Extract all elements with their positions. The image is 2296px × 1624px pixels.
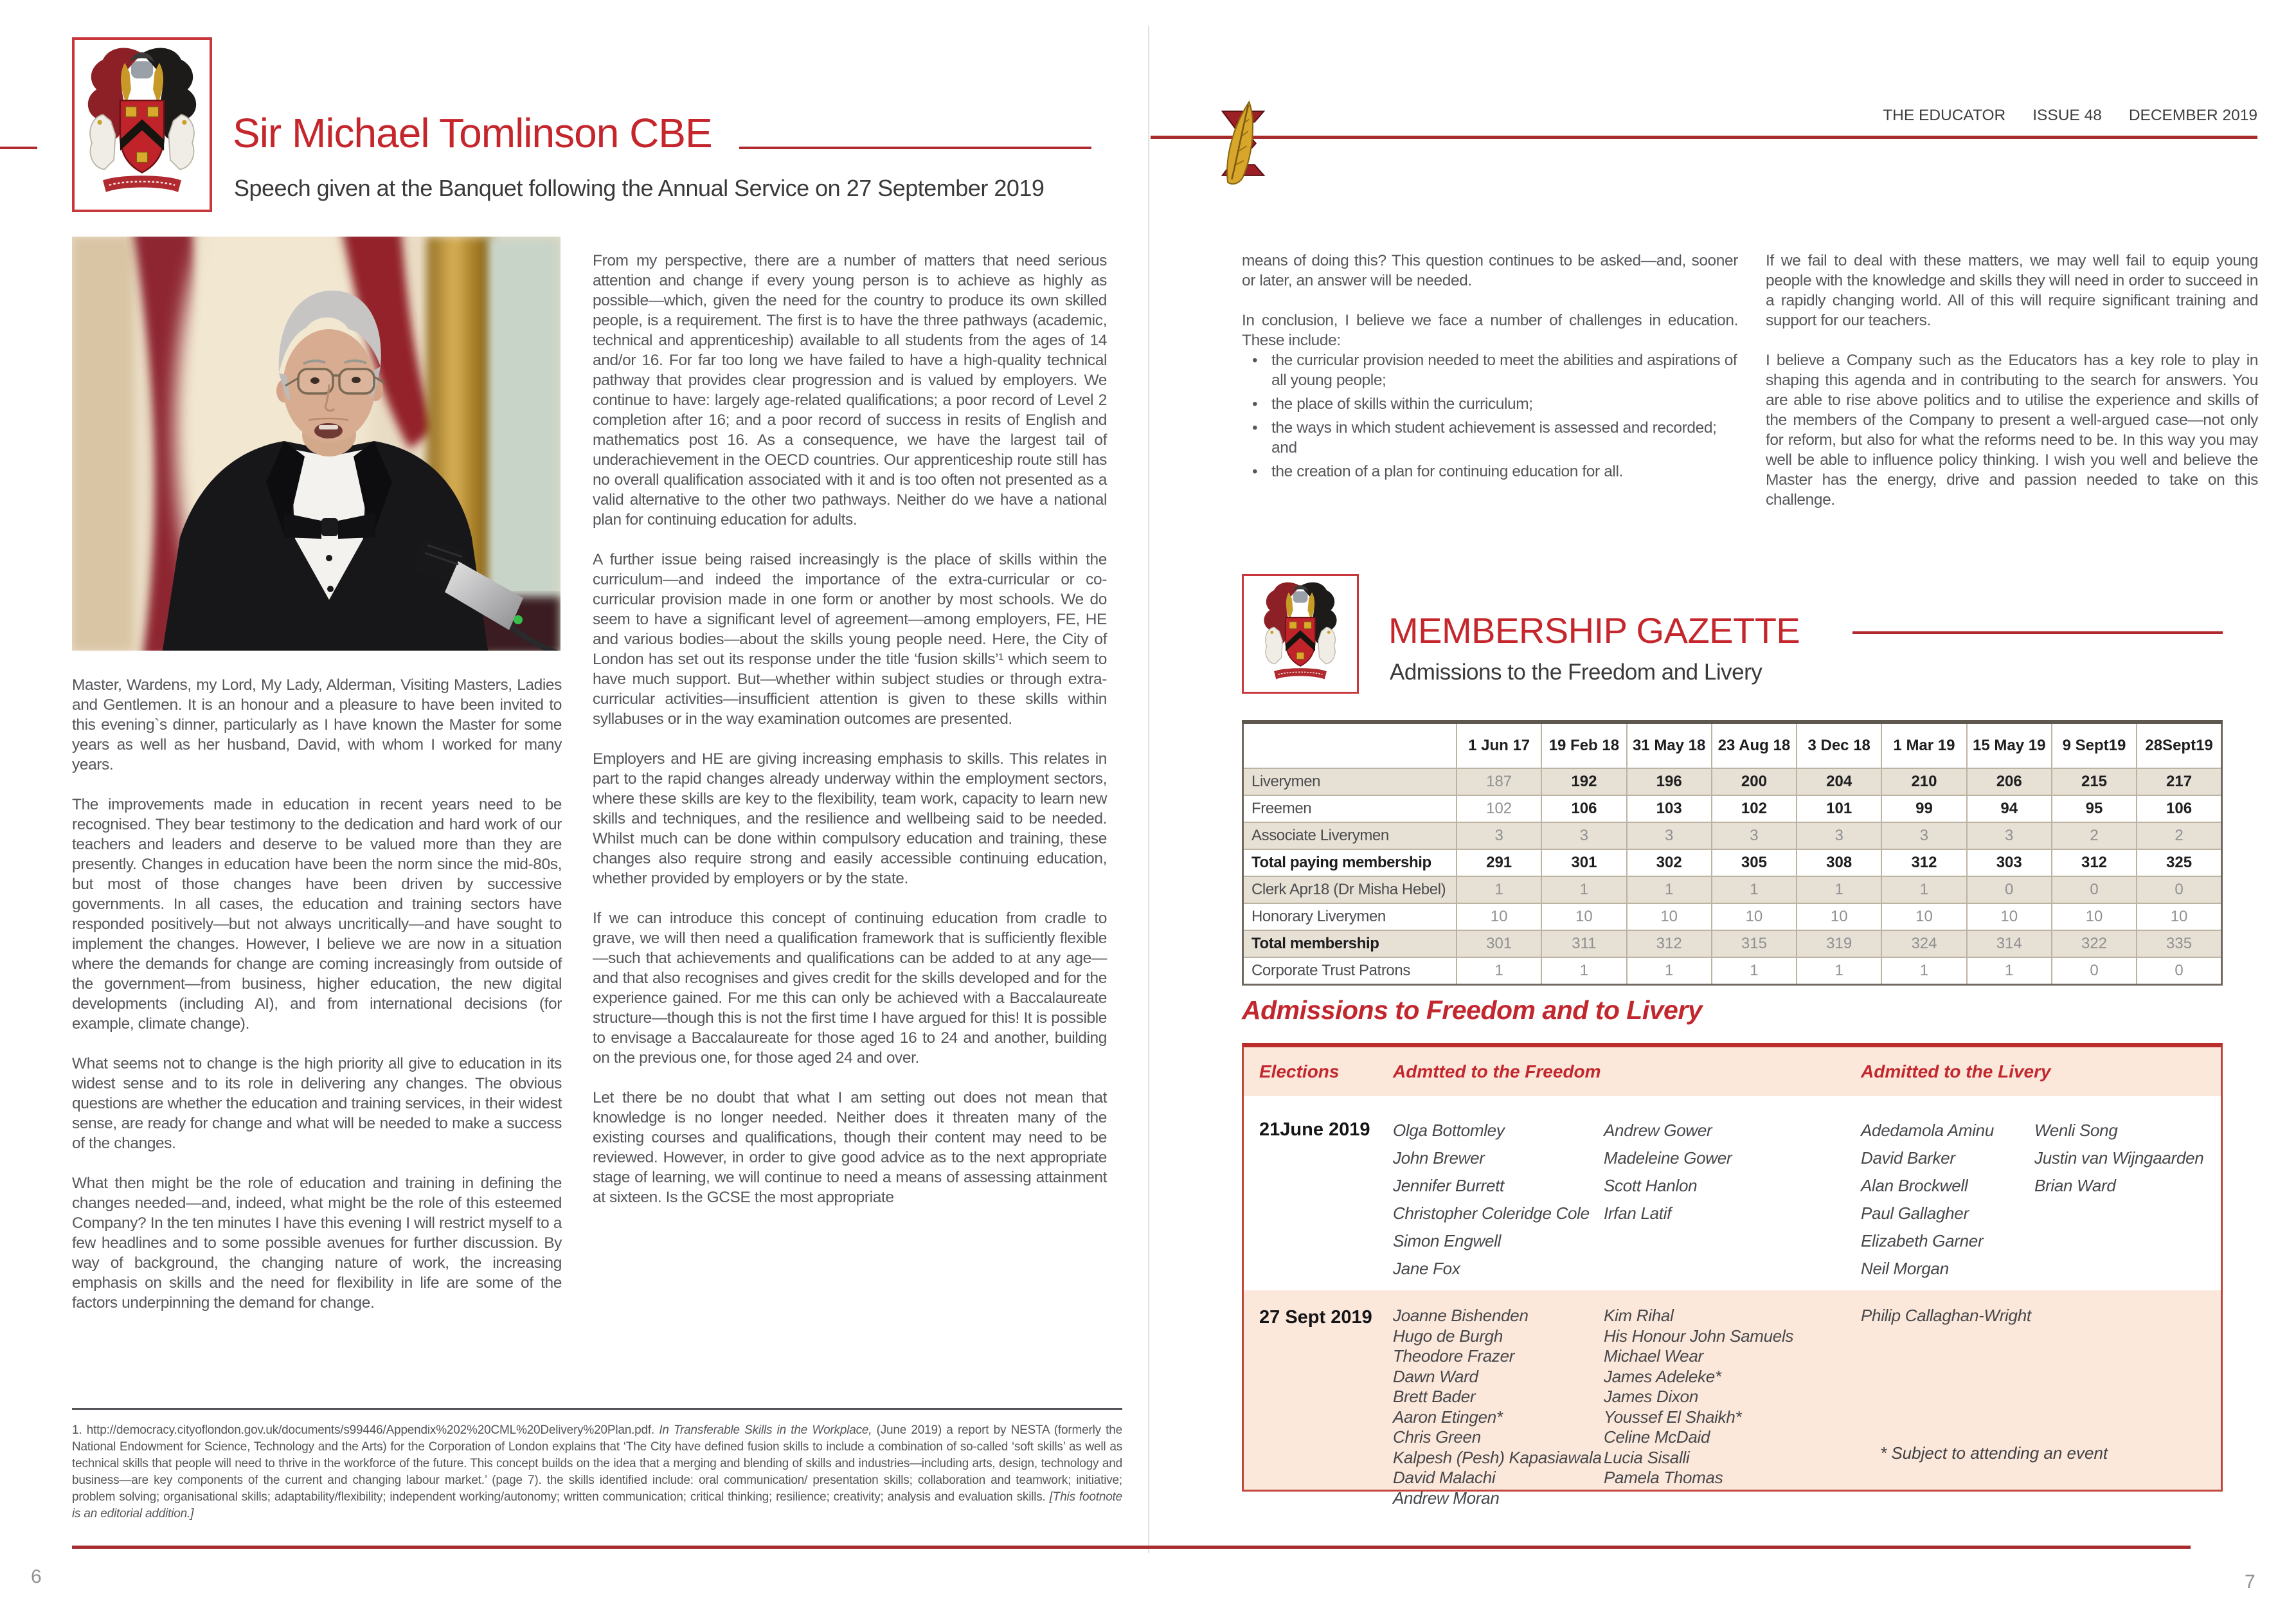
livery-names-col-a <box>1861 1117 2029 1283</box>
value-cell: 10 <box>1967 903 2052 930</box>
value-cell: 3 <box>1457 822 1541 849</box>
page-gutter <box>1148 26 1149 1553</box>
footnote-segment: (June 2019) a report by NESTA (formerly the National Endowment for Science, Technology and the Arts) for the Corporation of London explains that ‘The City have defined fusion skills to include a combination of so-called ‘soft skills’ as well as technical skills that people will need to thrive in the workforce of the future. This concept builds on the idea that a merging and blending of skills and industries—including arts, design, technology and business—are key components of the current and changing labour market.’ (page 7). the skills identified include: oral communication/ presentation skills; collaboration and teamwork; initiative; problem solving; organisational skills; adaptability/flexibility; independent working/autonomy; written communication; critical thinking; resilience; creativity; analysis and evaluation skills. <box>72 1423 1122 1504</box>
value-cell: 1 <box>1627 876 1712 903</box>
value-cell: 301 <box>1541 849 1626 876</box>
value-cell: 1 <box>1627 957 1712 985</box>
freedom-names-col-a <box>1393 1117 1599 1283</box>
membership-table-head-row <box>1243 722 2222 768</box>
table-row <box>1243 930 2222 957</box>
member-name: Theodore Frazer <box>1393 1346 1515 1366</box>
value-cell: 101 <box>1797 795 1881 822</box>
value-cell: 1 <box>1457 876 1541 903</box>
bullet-item: • the ways in which student achievement is assessed and recorded; and <box>1242 418 1738 458</box>
value-cell: 325 <box>2137 849 2221 876</box>
member-name: Christopher Coleridge Cole <box>1393 1204 1590 1223</box>
corner-cell <box>1243 722 1457 768</box>
article-title: Sir Michael Tomlinson CBE <box>233 110 712 156</box>
value-cell: 3 <box>1627 822 1712 849</box>
paragraph: What seems not to change is the high priority all give to education in its widest sense and to its role in delivering any changes. The obvious questions are whether the education and training services, in their widest sense, are ready for change and what will be needed to make a success of the changes. <box>72 1055 562 1152</box>
footnote-rule <box>72 1408 1122 1410</box>
member-name: Wenli Song <box>2034 1121 2118 1140</box>
right-column-2 <box>1766 251 2258 510</box>
value-cell: 10 <box>1541 903 1626 930</box>
member-name: Kim Rihal <box>1604 1306 1674 1325</box>
value-cell: 2 <box>2052 822 2137 849</box>
member-name: Aaron Etingen* <box>1393 1407 1503 1427</box>
date-header-cell: 31 May 18 <box>1627 722 1712 768</box>
value-cell: 204 <box>1797 768 1881 795</box>
table-row <box>1243 795 2222 822</box>
quill-icon <box>1203 94 1284 194</box>
member-name: Hugo de Burgh <box>1393 1326 1503 1346</box>
election-date: 21June 2019 <box>1259 1119 1370 1140</box>
value-cell: 217 <box>2137 768 2221 795</box>
date-header-cell: 3 Dec 18 <box>1797 722 1881 768</box>
member-name: Justin van Wijngaarden <box>2034 1148 2204 1168</box>
speaker-photo <box>72 237 561 651</box>
member-name: Jennifer Burrett <box>1393 1176 1504 1195</box>
left-column-1 <box>72 675 562 1313</box>
admissions-group-sept <box>1244 1290 2221 1508</box>
footnote-segment: 1. http://democracy.cityoflondon.gov.uk/documents/s99446/Appendix%202%20CML%20Delivery%20Plan.pdf. <box>72 1423 659 1437</box>
value-cell: 0 <box>2052 876 2137 903</box>
paragraph: Employers and HE are giving increasing emphasis to skills. This relates in part to the rapid changes already underway within the employment sectors, where these skills are key to the flexibility, team work, capacity to learn new skills and techniques, and the resilience and wellbeing said to be needed. Whilst much can be done within compulsory education and training, these changes also require strong and easily accessible continuing education, whether provided by employers or by the state. <box>593 750 1107 887</box>
row-label: Total paying membership <box>1243 849 1457 876</box>
left-column-2 <box>593 251 1107 1207</box>
company-crest-logo <box>72 37 212 212</box>
freedom-header: Admtted to the Freedom <box>1393 1061 1601 1081</box>
value-cell: 1 <box>1541 957 1626 985</box>
value-cell: 95 <box>2052 795 2137 822</box>
value-cell: 291 <box>1457 849 1541 876</box>
title-rule-right <box>739 147 1091 149</box>
value-cell: 301 <box>1457 930 1541 957</box>
value-cell: 1 <box>1457 957 1541 985</box>
member-name: David Malachi <box>1393 1468 1496 1487</box>
value-cell: 1 <box>1881 957 1966 985</box>
member-name: Dawn Ward <box>1393 1366 1478 1386</box>
membership-table-body <box>1243 768 2222 985</box>
row-label: Total membership <box>1243 930 1457 957</box>
footnote <box>72 1422 1122 1522</box>
table-row <box>1243 768 2222 795</box>
value-cell: 106 <box>2137 795 2221 822</box>
freedom-names-col-b <box>1604 1117 1816 1227</box>
value-cell: 314 <box>1967 930 2052 957</box>
value-cell: 103 <box>1627 795 1712 822</box>
value-cell: 315 <box>1712 930 1797 957</box>
right-column-1-paragraphs <box>1242 251 1738 350</box>
member-name: James Adeleke* <box>1604 1366 1721 1386</box>
crest-icon <box>1246 579 1354 689</box>
value-cell: 196 <box>1627 768 1712 795</box>
member-name: Youssef El Shaikh* <box>1604 1407 1742 1427</box>
value-cell: 94 <box>1967 795 2052 822</box>
value-cell: 99 <box>1881 795 1966 822</box>
member-name: Scott Hanlon <box>1604 1176 1698 1195</box>
table-row <box>1243 822 2222 849</box>
livery-names-col-b <box>2034 1117 2220 1200</box>
row-label: Associate Liverymen <box>1243 822 1457 849</box>
value-cell: 106 <box>1541 795 1626 822</box>
value-cell: 187 <box>1457 768 1541 795</box>
value-cell: 322 <box>2052 930 2137 957</box>
paragraph: I believe a Company such as the Educators has a key role to play in shaping this agenda and in contributing to the search for answers. You are able to rise above politics and to utilise the experience and skills of the members of the Company to present a well-argued case—not only for reform, but also for what the reforms need to be. In this way you may well be able to influence policy thinking. I wish you well and believe the Master has the energy, drive and passion needed to take on this challenge. <box>1766 352 2258 509</box>
row-label: Corporate Trust Patrons <box>1243 957 1457 985</box>
member-name: Kalpesh (Pesh) Kapasiawala <box>1393 1447 1602 1467</box>
table-row <box>1243 876 2222 903</box>
paragraph: If we can introduce this concept of continuing education from cradle to grave, we will then need a qualification framework that is sufficiently flexible—such that achievements and qualifications can be added to at any age—and that also recognises and gives credit for the skills developed and for the experience gained. For me this can only be achieved with a Baccalaureate structure—though this is not the first time I have argued for this! It is possible to envisage a Baccalaureate for those aged 16 to 24 and another, building on the previous one, for those aged 24 and over. <box>593 910 1107 1067</box>
value-cell: 10 <box>2052 903 2137 930</box>
gazette-subtitle: Admissions to the Freedom and Livery <box>1390 660 1762 685</box>
date-header-cell: 19 Feb 18 <box>1541 722 1626 768</box>
member-name: Neil Morgan <box>1861 1259 1949 1278</box>
member-name: Pamela Thomas <box>1604 1468 1723 1487</box>
challenges-bullet-list <box>1242 350 1738 482</box>
member-name: Alan Brockwell <box>1861 1176 1968 1195</box>
value-cell: 10 <box>1881 903 1966 930</box>
value-cell: 1 <box>1797 957 1881 985</box>
member-name: Madeleine Gower <box>1604 1148 1732 1168</box>
admissions-header-band <box>1244 1047 2221 1096</box>
value-cell: 1 <box>1797 876 1881 903</box>
member-name: Brian Ward <box>2034 1176 2116 1195</box>
bullet-item: • the place of skills within the curriculum; <box>1242 394 1738 414</box>
elections-header: Elections <box>1259 1061 1340 1081</box>
member-name: Philip Callaghan-Wright <box>1861 1306 2031 1325</box>
member-name: Adedamola Aminu <box>1861 1121 1994 1140</box>
paragraph: In conclusion, I believe we face a number of challenges in education. These include: <box>1242 312 1738 349</box>
member-name: Joanne Bishenden <box>1393 1306 1529 1325</box>
date-header-cell: 23 Aug 18 <box>1712 722 1797 768</box>
value-cell: 312 <box>2052 849 2137 876</box>
right-footer-rule <box>1148 1546 2191 1549</box>
value-cell: 200 <box>1712 768 1797 795</box>
quill-logo <box>1203 94 1284 194</box>
member-name: Elizabeth Garner <box>1861 1231 1984 1250</box>
page-number-right: 7 <box>2245 1571 2256 1592</box>
table-row <box>1243 849 2222 876</box>
crest-icon <box>77 42 207 207</box>
member-name: Celine McDaid <box>1604 1427 1710 1447</box>
member-name: Michael Wear <box>1604 1346 1703 1366</box>
member-name: Jane Fox <box>1393 1259 1460 1278</box>
admissions-panel <box>1242 1043 2223 1508</box>
member-name: Simon Engwell <box>1393 1231 1502 1250</box>
value-cell: 3 <box>1881 822 1966 849</box>
value-cell: 305 <box>1712 849 1797 876</box>
member-name: Paul Gallagher <box>1861 1204 1969 1223</box>
page-number-left: 6 <box>31 1566 42 1587</box>
value-cell: 1 <box>1967 957 2052 985</box>
value-cell: 3 <box>1541 822 1626 849</box>
table-row <box>1243 903 2222 930</box>
member-name: Andrew Gower <box>1604 1121 1712 1140</box>
date-header-cell: 9 Sept19 <box>2052 722 2137 768</box>
value-cell: 3 <box>1797 822 1881 849</box>
admissions-group-june <box>1244 1096 2221 1290</box>
row-label: Honorary Liverymen <box>1243 903 1457 930</box>
livery-names-col-a <box>1861 1306 2054 1326</box>
value-cell: 3 <box>1967 822 2052 849</box>
member-name: Lucia Sisalli <box>1604 1447 1690 1467</box>
value-cell: 335 <box>2137 930 2221 957</box>
paragraph: Master, Wardens, my Lord, My Lady, Alderman, Visiting Masters, Ladies and Gentlemen. It is an honour and a pleasure to have been invited to this evening`s dinner, particularly as I have known the Master for some years as well as her husband, David, with whom I worked for many years. <box>72 676 562 773</box>
value-cell: 302 <box>1627 849 1712 876</box>
value-cell: 2 <box>2137 822 2221 849</box>
value-cell: 308 <box>1797 849 1881 876</box>
masthead-item: THE EDUCATOR <box>1883 107 2006 124</box>
value-cell: 10 <box>2137 903 2221 930</box>
value-cell: 319 <box>1797 930 1881 957</box>
freedom-names-col-b <box>1604 1306 1816 1488</box>
member-name: His Honour John Samuels <box>1604 1326 1794 1346</box>
value-cell: 10 <box>1627 903 1712 930</box>
masthead-item: ISSUE 48 <box>2032 107 2102 124</box>
footnote-segment: In Transferable Skills in the Workplace, <box>659 1423 872 1437</box>
bullet-item: • the curricular provision needed to meet the abilities and aspirations of all young people; <box>1242 350 1738 390</box>
value-cell: 206 <box>1967 768 2052 795</box>
paragraph: What then might be the role of education and training in defining the changes needed—and, indeed, what might be the role of this esteemed Company? In the ten minutes I have this evening I will restrict myself to a few headlines and to some possible avenues for further discussion. By way of background, the changing nature of work, the increasing emphasis on skills and the need for flexibility in life are some of the factors underpinning the demand for change. <box>72 1175 562 1312</box>
admissions-title: Admissions to Freedom and to Livery <box>1242 995 1703 1025</box>
value-cell: 10 <box>1712 903 1797 930</box>
date-header-cell: 1 Mar 19 <box>1881 722 1966 768</box>
date-header-cell: 1 Jun 17 <box>1457 722 1541 768</box>
value-cell: 215 <box>2052 768 2137 795</box>
member-name: John Brewer <box>1393 1148 1485 1168</box>
article-subtitle: Speech given at the Banquet following the Annual Service on 27 September 2019 <box>234 175 1045 201</box>
value-cell: 1 <box>1541 876 1626 903</box>
value-cell: 1 <box>1712 957 1797 985</box>
membership-table <box>1242 720 2223 986</box>
value-cell: 10 <box>1457 903 1541 930</box>
footnote-segment: [This footnote is an editorial addition.] <box>72 1490 1123 1520</box>
paragraph: A further issue being raised increasingly is the place of skills within the curriculum—and indeed the importance of the extra-curricular or co-curricular provision made in one form or another by most schools. We do seem to have a significant level of agreement—among employers, FE, HE and various bodies—about the skills young people need. Here, the City of London has set out its response under the title ‘fusion skills’¹ which seem to have much support. But—whether within subject studies or through extra-curricular activities—insufficient attention is given to these skills within syllabuses or in the way examination outcomes are presented. <box>593 551 1107 728</box>
member-name: Olga Bottomley <box>1393 1121 1505 1140</box>
member-name: Chris Green <box>1393 1427 1481 1447</box>
member-name: Andrew Moran <box>1393 1488 1500 1508</box>
member-name: Brett Bader <box>1393 1387 1476 1406</box>
value-cell: 0 <box>2137 876 2221 903</box>
value-cell: 324 <box>1881 930 1966 957</box>
table-row <box>1243 957 2222 985</box>
paragraph: If we fail to deal with these matters, we may well fail to equip young people with the knowledge and skills they will need in order to succeed in a rapidly changing world. All of this will require significant training and support for our teachers. <box>1766 252 2258 329</box>
value-cell: 0 <box>2052 957 2137 985</box>
value-cell: 1 <box>1881 876 1966 903</box>
livery-header: Admitted to the Livery <box>1861 1061 2051 1081</box>
value-cell: 303 <box>1967 849 2052 876</box>
paragraph: From my perspective, there are a number of matters that need serious attention and change if every young person is to achieve as highly as possible—which, given the need for the country to produce its own skilled people, is a requirement. The first is to have the three pathways (academic, technical and apprenticeship) available to all students from the ages of 14 and/or 16. For far too long we have failed to have a high-quality technical pathway that provides clear progression and is valued by employers. We continue to have: largely age-related qualifications; a poor record of Level 2 completion after 16; and a poor record of success in resits of English and mathematics post 16. As a consequence, we have the largest tail of underachievement in the OECD countries. Our apprenticeship route still has no overall qualification associated with it and is too often not presented as a valid alternative to the other two pathways. Neither do we have a national plan for continuing education for adults. <box>593 252 1107 528</box>
date-header-cell: 28Sept19 <box>2137 722 2221 768</box>
freedom-names-col-a <box>1393 1306 1605 1508</box>
value-cell: 312 <box>1627 930 1712 957</box>
right-column-1 <box>1242 251 1738 501</box>
member-name: James Dixon <box>1604 1387 1698 1406</box>
value-cell: 102 <box>1712 795 1797 822</box>
value-cell: 1 <box>1712 876 1797 903</box>
masthead-item: DECEMBER 2019 <box>2128 107 2257 124</box>
row-label: Clerk Apr18 (Dr Misha Hebel) <box>1243 876 1457 903</box>
date-header-cell: 15 May 19 <box>1967 722 2052 768</box>
gazette-crest-logo <box>1242 574 1359 694</box>
value-cell: 311 <box>1541 930 1626 957</box>
masthead-rule <box>1151 136 2257 139</box>
masthead <box>1883 107 2257 125</box>
value-cell: 312 <box>1881 849 1966 876</box>
value-cell: 192 <box>1541 768 1626 795</box>
subject-note: * Subject to attending an event <box>1880 1443 2108 1463</box>
row-label: Liverymen <box>1243 768 1457 795</box>
bullet-item: • the creation of a plan for continuing education for all. <box>1242 462 1738 482</box>
paragraph: means of doing this? This question continues to be asked—and, sooner or later, an answer will be needed. <box>1242 252 1738 289</box>
member-name: Irfan Latif <box>1604 1204 1672 1223</box>
row-label: Freemen <box>1243 795 1457 822</box>
left-footer-rule <box>72 1546 1148 1549</box>
value-cell: 0 <box>2137 957 2221 985</box>
value-cell: 3 <box>1712 822 1797 849</box>
value-cell: 10 <box>1797 903 1881 930</box>
paragraph: The improvements made in education in recent years need to be recognised. They bear testimony to the dedication and hard work of our teachers and leaders and deserve to be valued more than they are presently. Changes in education have been the norm since the mid-80s, but most of those changes have been driven by successive governments. In all cases, the education and training sectors have responded positively—but not always uncritically—and have sought to implement the changes. However, I believe we are now in a situation where the demands for change are coming increasingly from outside of the government—from business, higher education, the new digital developments (including AI), and from international decisions (for example, climate change). <box>72 796 562 1033</box>
member-name: David Barker <box>1861 1148 1955 1168</box>
value-cell: 0 <box>1967 876 2052 903</box>
value-cell: 102 <box>1457 795 1541 822</box>
title-rule-left <box>0 147 37 149</box>
paragraph: Let there be no doubt that what I am setting out does not mean that knowledge is no longer needed. Neither does it threaten many of the existing courses and qualifications, though their content may need to be reviewed. However, in order to give good advice as to the next appropriate stage of learning, we will continue to need a means of assessing attainment at sixteen. Is the GCSE the most appropriate <box>593 1089 1107 1206</box>
election-date: 27 Sept 2019 <box>1259 1307 1372 1328</box>
gazette-title-rule <box>1852 631 2223 634</box>
gazette-title: MEMBERSHIP GAZETTE <box>1388 610 1800 651</box>
value-cell: 210 <box>1881 768 1966 795</box>
